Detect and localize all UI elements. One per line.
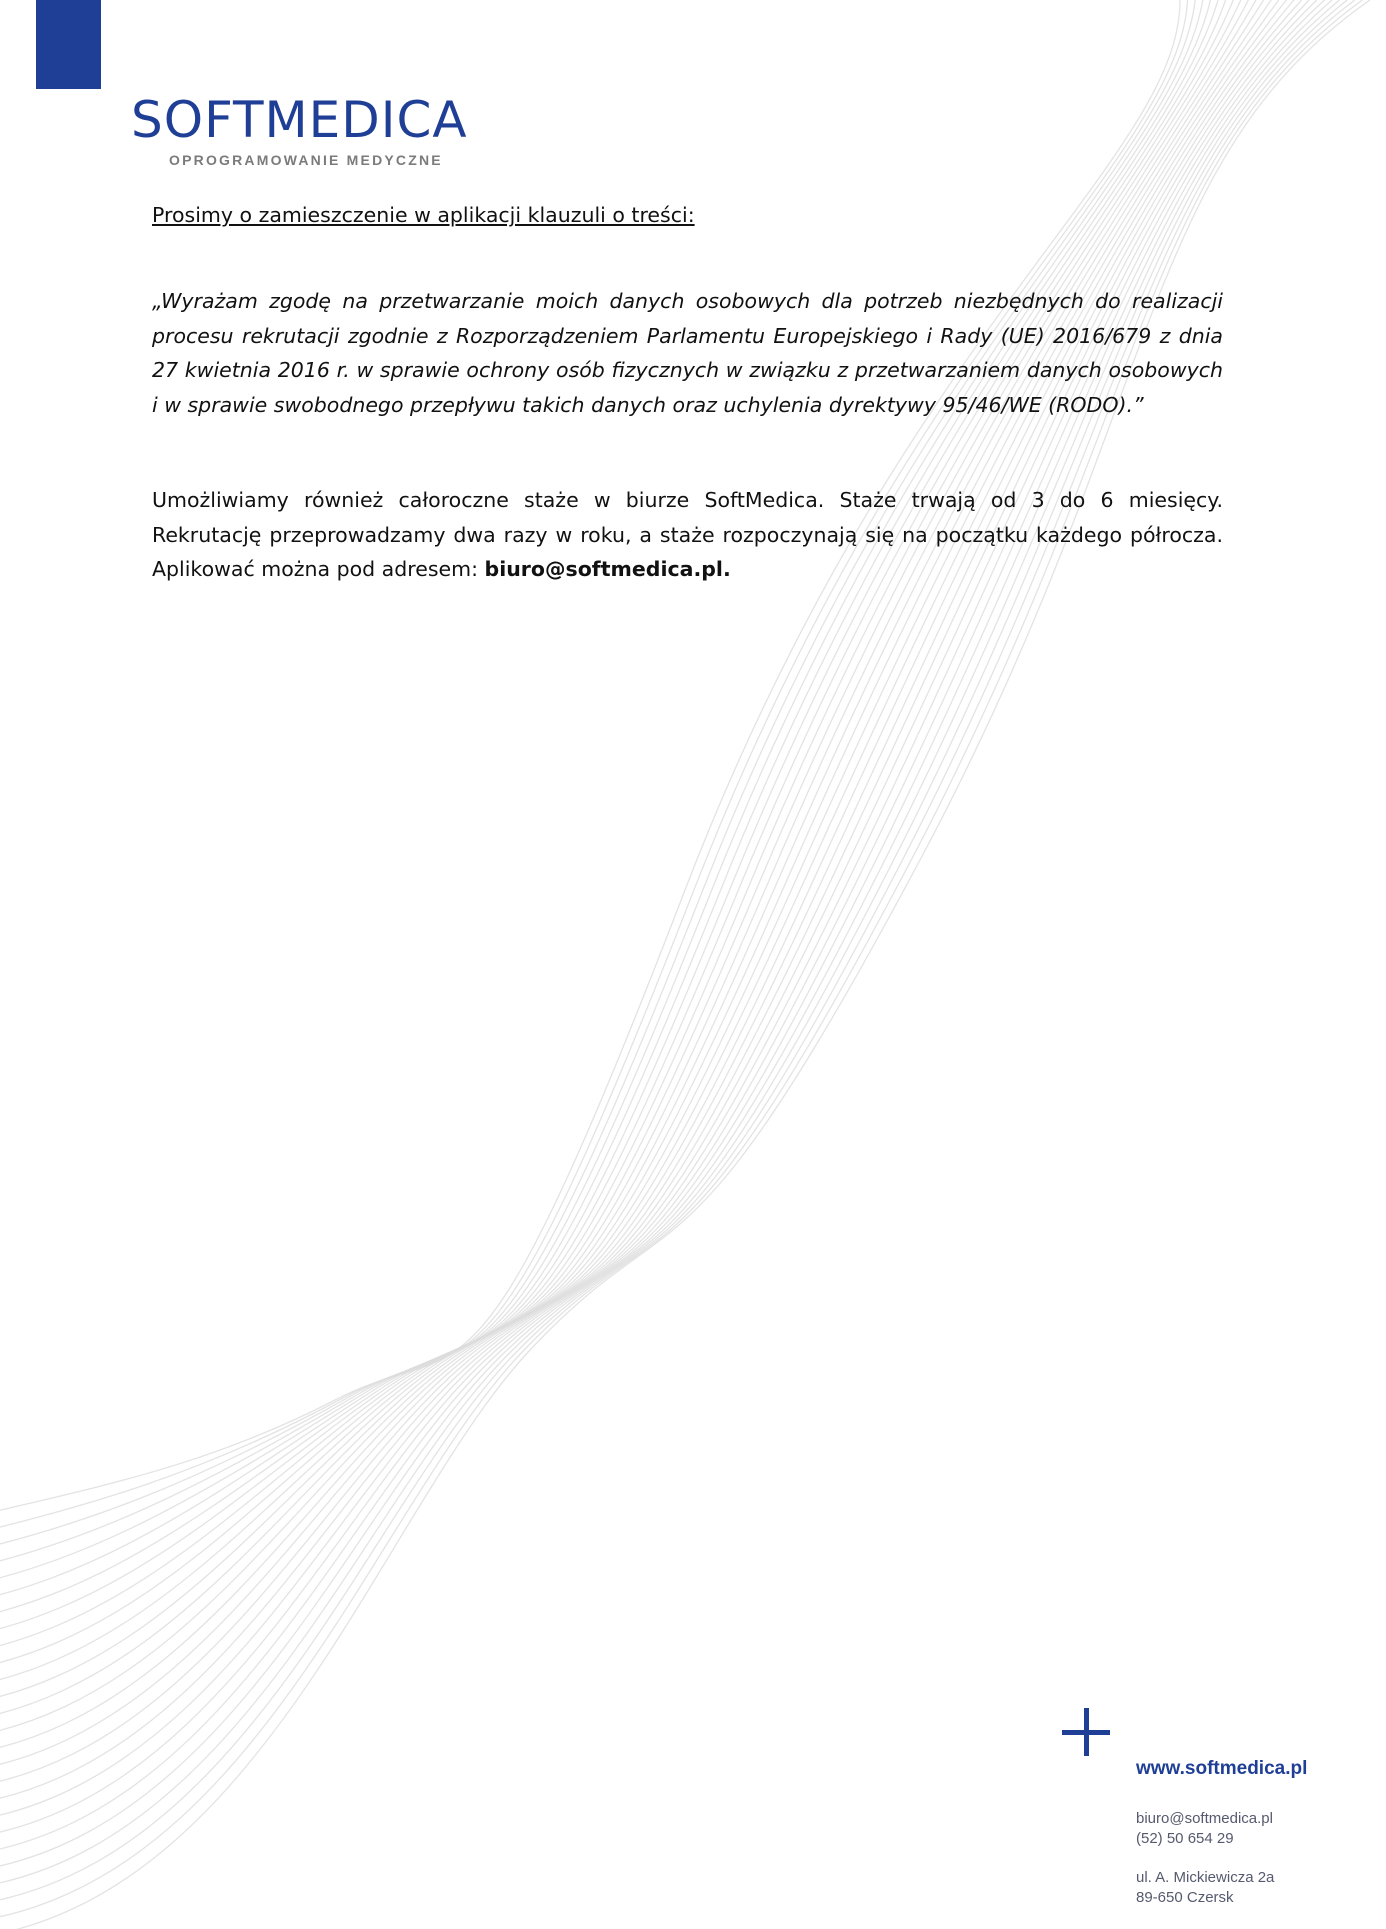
logo-wordmark: SOFTMEDICA	[131, 91, 468, 149]
internships-text: Umożliwiamy również całoroczne staże w biurze SoftMedica. Staże trwają od 3 do 6 miesięcy. Rekrutację przeprowadzamy dwa razy w roku, a staże rozpoczynają się na początku każdego półrocza. Aplikować można pod adresem:	[152, 488, 1223, 581]
plus-icon	[1062, 1708, 1110, 1756]
contact-street: ul. A. Mickiewicza 2a	[1136, 1869, 1275, 1886]
contact-email[interactable]: biuro@softmedica.pl	[1136, 1810, 1273, 1827]
brand-corner-bar	[36, 0, 101, 89]
softmedica-logo	[131, 91, 523, 174]
contact-city: 89-650 Czersk	[1136, 1889, 1234, 1906]
document-body	[152, 200, 1223, 587]
clause-request-heading: Prosimy o zamieszczenie w aplikacji klauzuli o treści:	[152, 203, 695, 227]
gdpr-consent-clause: „Wyrażam zgodę na przetwarzanie moich danych osobowych dla potrzeb niezbędnych do realizacji procesu rekrutacji zgodnie z Rozporządzeniem Parlamentu Europejskiego i Rady (UE) 2016/679 z dnia 27 kwietnia 2016 r. w sprawie ochrony osób fizycznych w związku z przetwarzaniem danych osobowych i w sprawie swobodnego przepływu takich danych oraz uchylenia dyrektywy 95/46/WE (RODO).”	[152, 289, 1223, 417]
internships-email: biuro@softmedica.pl.	[484, 557, 731, 581]
logo-tagline: OPROGRAMOWANIE MEDYCZNE	[169, 152, 443, 168]
website-link[interactable]: www.softmedica.pl	[1136, 1758, 1308, 1779]
contact-phone: (52) 50 654 29	[1136, 1830, 1234, 1847]
internships-paragraph	[152, 483, 1223, 587]
